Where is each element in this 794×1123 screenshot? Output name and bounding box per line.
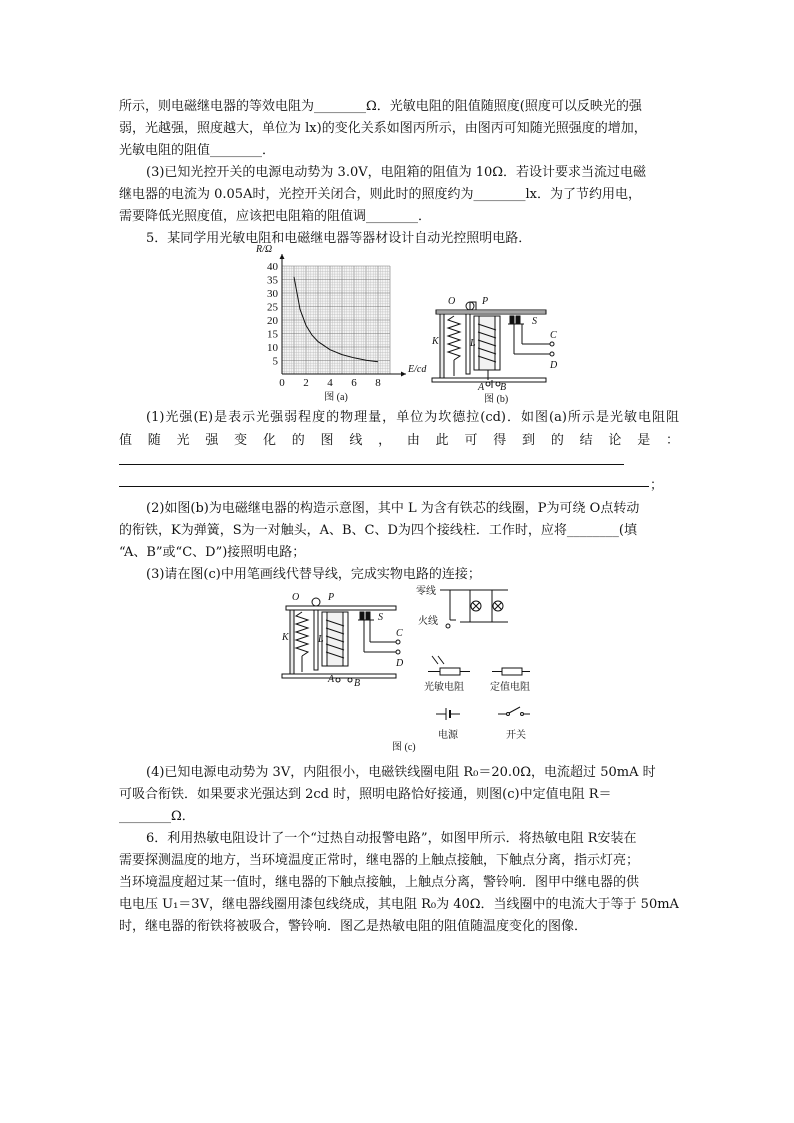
label-K: K (432, 336, 439, 347)
semicolon: ； (650, 478, 664, 493)
label-L: L (318, 634, 324, 645)
paragraph-line: 电电压 U₁＝3V，继电器线圈用漆包线绕成，其电阻 R₀为 40Ω．当线圈中的电流大于等于 50mA (119, 897, 679, 912)
paragraph-line: 需要探测温度的地方，当环境温度正常时，继电器的上触点接触，下触点分离，指示灯亮； (119, 853, 640, 868)
y-tick-label: 5 (272, 355, 278, 368)
paragraph-line: 弱，光越强，照度越大，单位为 lx)的变化关系如图丙所示，由图丙可知随光照强度的增加， (119, 121, 647, 136)
question-5-2: (2)如图(b)为电磁继电器的构造示意图，其中 L 为含有铁芯的线圈，P为可绕 O点转动 (146, 501, 640, 516)
label-P: P (328, 592, 335, 603)
x-tick-label: 4 (327, 377, 333, 389)
answer-line (119, 486, 649, 487)
label-O: O (292, 592, 300, 603)
caption-b: 图 (b) (484, 394, 509, 405)
label-S: S (378, 612, 383, 623)
label-ldr: 光敏电阻 (424, 682, 464, 693)
label-P: P (482, 296, 489, 307)
y-tick-label: 25 (267, 301, 278, 314)
question-5-4: (4)已知电源电动势为 3V，内阻很小，电磁铁线圈电阻 R₀＝20.0Ω，电流超过 50mA 时 (146, 765, 656, 780)
caption-a: 图 (a) (324, 392, 348, 403)
label-A: A (478, 382, 485, 393)
question-5-1: (1)光强(E)是表示光强弱程度的物理量，单位为坎德拉(cd)．如图(a)所示是光敏电阻阻 (146, 410, 679, 425)
y-axis-arrow (280, 254, 285, 259)
paragraph-line: 需要降低光照度值，应该把电阻箱的阻值调________． (119, 209, 432, 224)
x-tick-label: 8 (375, 377, 381, 389)
label-battery: 电源 (438, 730, 458, 741)
paragraph-line: 所示，则电磁继电器的等效电阻为________Ω．光敏电阻的阻值随照度(照度可以反映光的强 (119, 99, 642, 114)
y-tick-label: 20 (267, 315, 278, 327)
label-K: K (282, 632, 289, 643)
paragraph-line: 时，继电器的衔铁将被吸合，警铃响．图乙是热敏电阻的阻值随温度变化的图像． (119, 919, 588, 934)
figure-b (428, 292, 568, 404)
paragraph-line: 当环境温度超过某一值时，继电器的下触点接触，上触点分离，警铃响．图甲中继电器的供 (119, 875, 640, 890)
label-C: C (396, 628, 403, 639)
label-fixed-resistor: 定值电阻 (490, 682, 530, 693)
ldr-symbol (440, 668, 460, 675)
label-O: O (448, 296, 456, 307)
label-D: D (396, 658, 404, 669)
y-tick-label: 15 (267, 328, 278, 341)
question-5-title: 5．某同学用光敏电阻和电磁继电器等器材设计自动光控照明电路． (146, 231, 532, 246)
paragraph-line: 光敏电阻的阻值________． (119, 143, 276, 158)
chart-resistance-vs-light (252, 240, 427, 404)
x-axis-label: E/cd (408, 364, 427, 375)
question-5-1-cont: 值 随 光 强 变 化 的 图 线 ， 由 此 可 得 到 的 结 论 是 ： (119, 433, 679, 448)
label-S: S (532, 316, 537, 327)
y-tick-label: 30 (267, 288, 278, 300)
base-plate (432, 378, 546, 382)
label-B: B (500, 382, 507, 393)
label-switch: 开关 (506, 730, 526, 741)
figure-c (280, 582, 530, 754)
answer-line (119, 464, 624, 465)
label-B: B (354, 678, 361, 689)
paragraph-line: 可吸合衔铁．如果要求光强达到 2cd 时，照明电路恰好接通，则图(c)中定值电阻 R＝ (119, 787, 612, 802)
circuit-diagram-c (280, 582, 530, 754)
paragraph-line: “A、B”或“C、D”)接照明电路； (119, 545, 306, 560)
y-tick-label: 10 (267, 342, 278, 354)
left-post (440, 314, 444, 378)
y-tick-label: 35 (267, 274, 278, 287)
y-tick-label: 40 (267, 261, 278, 273)
switch-symbol (509, 707, 520, 713)
label-A: A (328, 674, 335, 685)
question-3: (3)已知光控开关的电源电动势为 3.0V，电阻箱的阻值为 10Ω．若设计要求当流过电磁 (146, 165, 647, 180)
question-5-3: (3)请在图(c)中用笔画线代替导线，完成实物电路的连接； (146, 567, 481, 582)
paragraph-line: 的衔铁，K为弹簧，S为一对触头，A、B、C、D为四个接线柱．工作时，应将________(填 (119, 523, 638, 538)
x-axis-arrow (401, 372, 406, 377)
relay-diagram-b (428, 292, 568, 404)
label-live: 火线 (418, 616, 438, 627)
label-L: L (470, 338, 476, 349)
paragraph-line: ________Ω． (119, 809, 195, 824)
paragraph-line: 继电器的电流为 0.05A时，光控开关闭合，则此时的照度约为________lx．为了节约用电， (119, 187, 641, 202)
figure-a (252, 240, 427, 404)
fixed-resistor-symbol (502, 668, 522, 675)
spring-K (448, 316, 460, 360)
caption-c: 图 (c) (392, 742, 416, 753)
label-neutral: 零线 (416, 586, 436, 597)
x-tick-label: 2 (303, 377, 309, 389)
label-D: D (550, 360, 558, 371)
x-tick-label: 6 (351, 377, 357, 389)
question-6: 6．利用热敏电阻设计了一个“过热自动报警电路”，如图甲所示．将热敏电阻 R安装在 (146, 831, 637, 846)
y-axis-label: R/Ω (256, 244, 273, 255)
label-C: C (550, 330, 557, 341)
x-tick-label: 0 (279, 377, 285, 389)
